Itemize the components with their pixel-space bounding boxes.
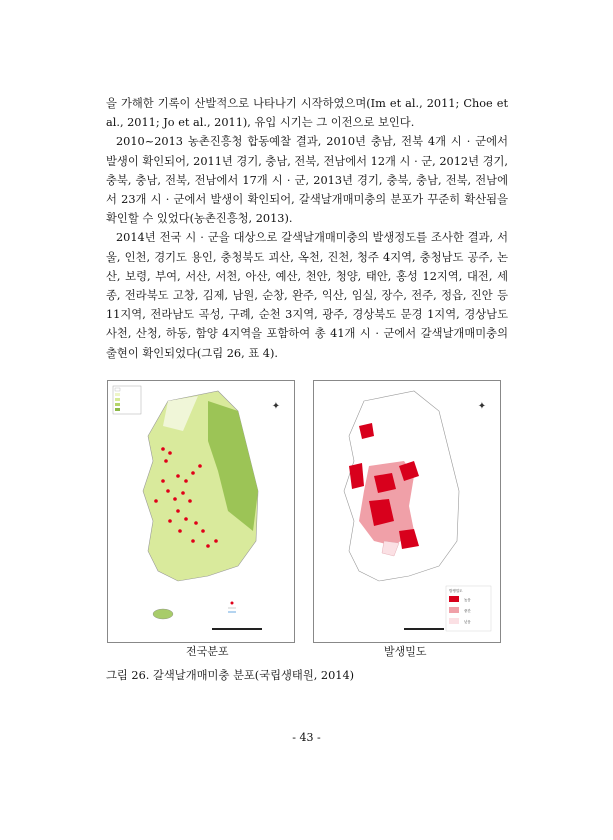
compass-icon: ✦ xyxy=(271,401,281,412)
legend-item: 높음 xyxy=(464,598,471,602)
density-map xyxy=(313,380,501,643)
legend-item: 낮음 xyxy=(464,620,471,624)
density-legend xyxy=(446,586,491,631)
paragraph: 2010~2013 농촌진흥청 합동예찰 결과, 2010년 충남, 전북 4개 시 · 군에서 발생이 확인되어, 2011년 경기, 충남, 전북, 전남에서 12개 시 · 군, 2012년 경기, 충북, 충남, 전북, 전남에서 17개 시 · 군, 2013년 경기, 충북, 충남, 전북, 전남에서 23개 시 · 군에서 발생이 확인되어, 갈색날개매미충의 분포가 꾸준히 확산됨을 확인할 수 있었다(농촌진흥청, 2013). xyxy=(106,135,509,226)
paragraph: 2014년 전국 시 · 군을 대상으로 갈색날개매미충의 발생정도를 조사한 결과, 서울, 인천, 경기도 용인, 충청북도 괴산, 옥천, 진천, 청주 4지역, 충청남도 공주, 논산, 보령, 부여, 서산, 서천, 아산, 예산, 천안, 청양, 태안, 홍성 12지역, 대전, 세종, 전라북도 고창, 김제, 남원, 순창, 완주, 익산, 임실, 장수, 전주, 정읍, 진안 등 11지역, 전라남도 곡성, 구례, 순천 3지역, 광주, 경상북도 문경 1지역, 경상남도 사천, 산청, 하동, 함양 4지역을 포함하여 총 41개 시 · 군에서 갈색날개매미충의 출현이 확인되었다(그림 26, 표 4). xyxy=(106,231,508,360)
compass-icon: ✦ xyxy=(477,401,487,412)
legend-item: 중간 xyxy=(464,609,471,613)
distribution-map xyxy=(107,380,295,643)
paragraph: 을 가해한 기록이 산발적으로 나타나기 시작하였으며(Im et al., 2011; Choe et al., 2011; Jo et al., 2011), 유입 시기는 그 이전으로 보인다. xyxy=(106,97,508,130)
page-number: - 43 - xyxy=(292,731,321,744)
left-map-caption: 전국분포 xyxy=(186,645,229,658)
body-text xyxy=(106,94,508,363)
figure-caption: 그림 26. 갈색날개매미충 분포(국립생태원, 2014) xyxy=(106,669,355,682)
legend-title: 발생밀도 xyxy=(449,589,463,593)
right-map-caption: 발생밀도 xyxy=(384,645,427,658)
